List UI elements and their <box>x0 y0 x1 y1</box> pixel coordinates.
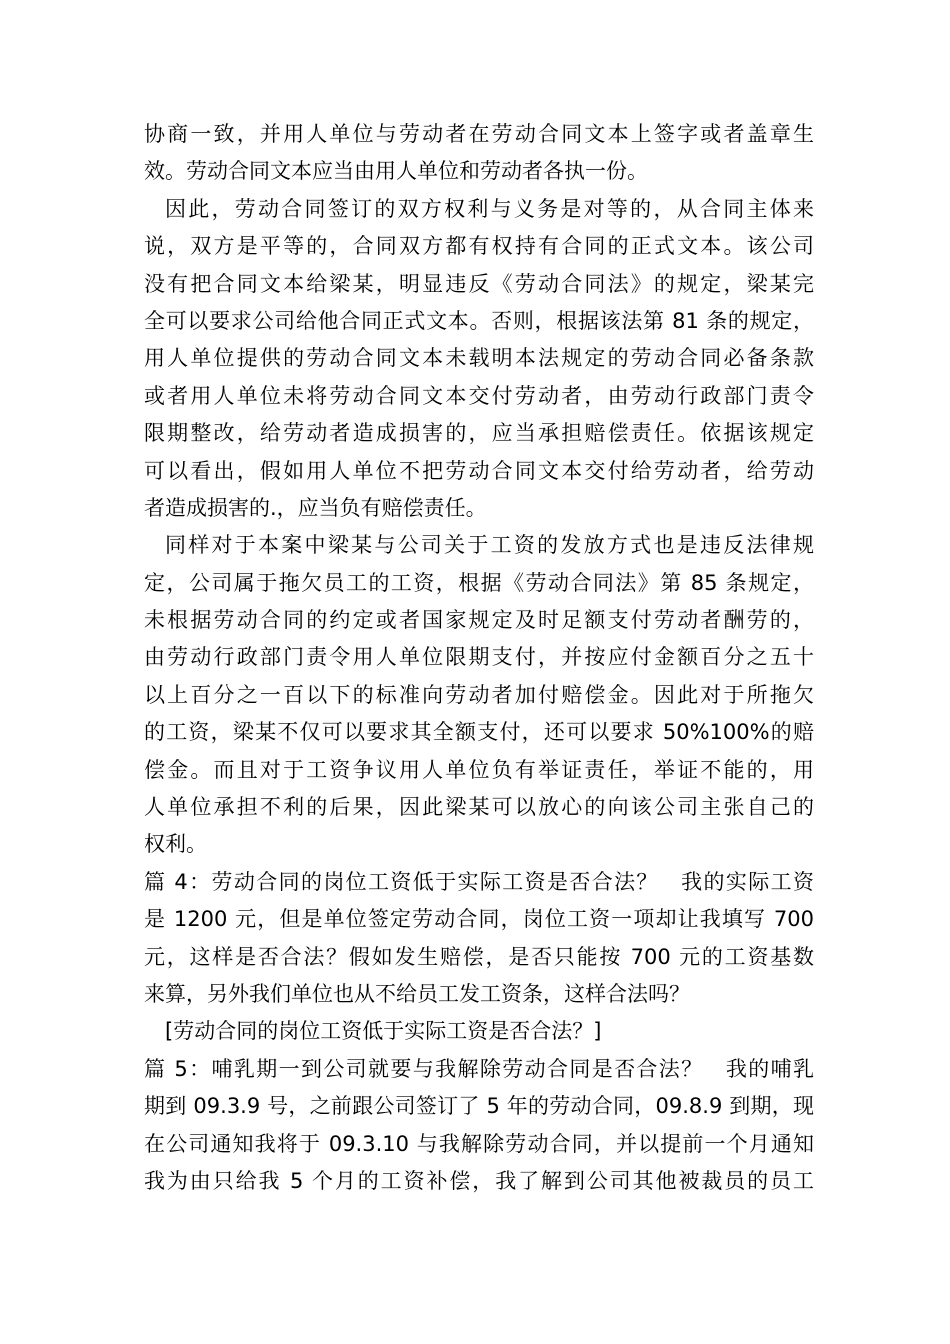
section-4-heading: 篇 4：劳动合同的岗位工资低于实际工资是否合法？ 我的实际工资 <box>144 869 814 894</box>
text-line: 或者用人单位未将劳动合同文本交付劳动者，由劳动行政部门责令 <box>144 383 814 408</box>
text-line: 偿金。而且对于工资争议用人单位负有举证责任，举证不能的，用 <box>144 757 814 782</box>
text-line: 由劳动行政部门责令用人单位限期支付，并按应付金额百分之五十 <box>144 645 814 670</box>
text-line: 的工资，梁某不仅可以要求其全额支付，还可以要求 50%100%的赔 <box>144 720 814 745</box>
text-line: 元，这样是否合法？假如发生赔偿，是否只能按 700 元的工资基数 <box>144 944 814 969</box>
text-line: 以上百分之一百以下的标准向劳动者加付赔偿金。因此对于所拖欠 <box>144 682 814 707</box>
paragraph-3 <box>144 527 814 864</box>
document-body <box>144 116 814 1200</box>
section-4 <box>144 864 814 1051</box>
text-line: 协商一致，并用人单位与劳动者在劳动合同文本上签字或者盖章生 <box>144 122 814 146</box>
text-line: 是 1200 元，但是单位签定劳动合同，岗位工资一项却让我填写 700 <box>144 907 814 932</box>
text-line: 没有把合同文本给梁某，明显违反《劳动合同法》的规定，梁某完 <box>144 271 814 296</box>
text-line: 我为由只给我 5 个月的工资补偿，我了解到公司其他被裁员的员工 <box>144 1168 814 1193</box>
section-4-title-link: [劳动合同的岗位工资低于实际工资是否合法？] <box>165 1019 602 1044</box>
section-5-heading: 篇 5：哺乳期一到公司就要与我解除劳动合同是否合法？ 我的哺乳 <box>144 1056 814 1081</box>
section-5 <box>144 1051 814 1201</box>
paragraph-2 <box>144 191 814 528</box>
text-line: 因此，劳动合同签订的双方权利与义务是对等的，从合同主体来 <box>165 196 814 221</box>
text-line: 权利。 <box>144 832 207 857</box>
text-line: 限期整改，给劳动者造成损害的，应当承担赔偿责任。依据该规定 <box>144 421 814 446</box>
text-line: 可以看出，假如用人单位不把劳动合同文本交付给劳动者，给劳动 <box>144 458 814 483</box>
text-line: 在公司通知我将于 09.3.10 与我解除劳动合同，并以提前一个月通知 <box>144 1131 814 1156</box>
text-line: 效。劳动合同文本应当由用人单位和劳动者各执一份。 <box>144 159 648 184</box>
text-line: 者造成损害的.，应当负有赔偿责任。 <box>144 495 487 520</box>
text-line: 人单位承担不利的后果，因此梁某可以放心的向该公司主张自己的 <box>144 795 814 820</box>
paragraph-1 <box>144 116 814 191</box>
text-line: 同样对于本案中梁某与公司关于工资的发放方式也是违反法律规 <box>165 533 814 558</box>
text-line: 全可以要求公司给他合同正式文本。否则，根据该法第 81 条的规定， <box>144 308 814 333</box>
text-line: 期到 09.3.9 号，之前跟公司签订了 5 年的劳动合同，09.8.9 到期，现 <box>144 1094 814 1119</box>
text-line: 来算，另外我们单位也从不给员工发工资条，这样合法吗？ <box>144 981 690 1006</box>
text-line: 定，公司属于拖欠员工的工资，根据《劳动合同法》第 85 条规定， <box>144 570 814 595</box>
text-line: 未根据劳动合同的约定或者国家规定及时足额支付劳动者酬劳的， <box>144 608 814 633</box>
text-line: 用人单位提供的劳动合同文本未载明本法规定的劳动合同必备条款 <box>144 346 814 371</box>
text-line: 说，双方是平等的，合同双方都有权持有合同的正式文本。该公司 <box>144 234 814 259</box>
